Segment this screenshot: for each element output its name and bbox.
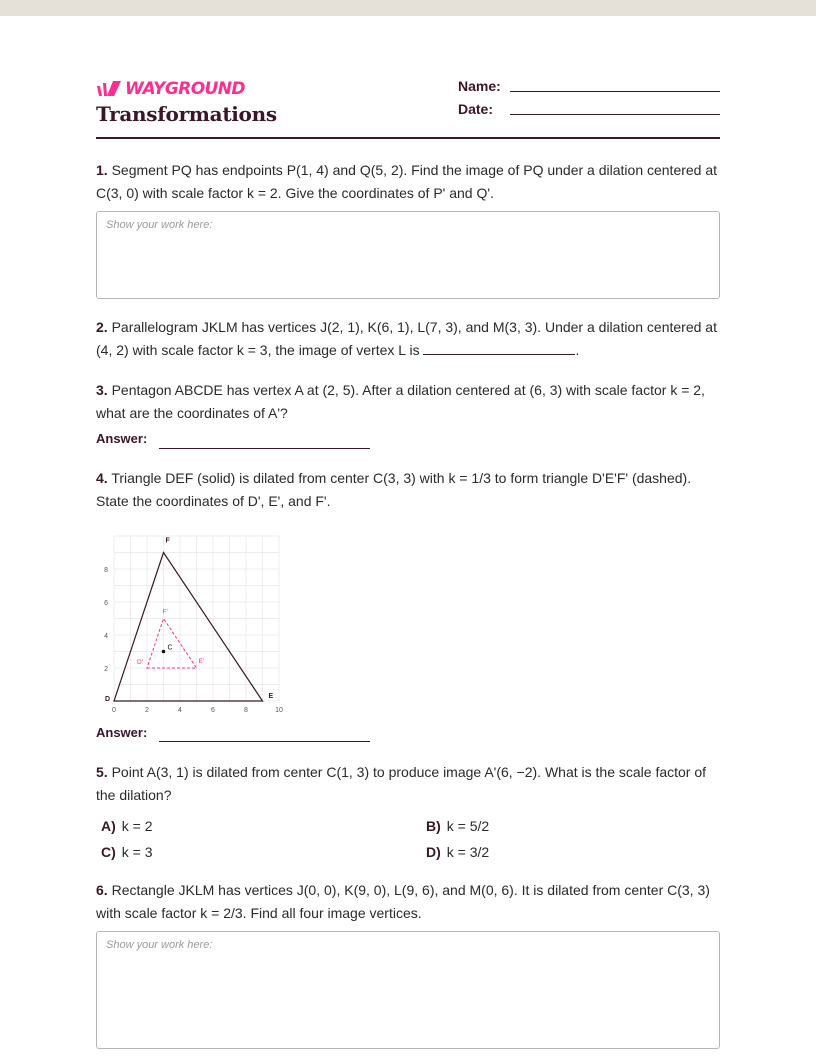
choice-text: k = 5/2 <box>446 818 490 834</box>
work-area-1[interactable] <box>96 211 720 299</box>
x-tick-label: 4 <box>178 707 182 714</box>
work-placeholder: Show your work here: <box>106 939 213 951</box>
choice-d[interactable] <box>426 844 489 860</box>
y-tick-label: 4 <box>104 633 108 640</box>
fill-in-blank[interactable] <box>423 340 575 355</box>
question-3 <box>96 379 724 424</box>
question-text: Triangle DEF (solid) is dilated from center C(3, 3) with k = 1/3 to form triangle D'E'F' (dashed). State the coordinates of D', E', and F'. <box>96 470 692 509</box>
choice-c[interactable] <box>101 844 153 860</box>
brand-logo <box>96 78 245 100</box>
choice-letter: B) <box>426 818 441 834</box>
page-title: Transformations <box>96 102 277 126</box>
center-point <box>162 650 166 654</box>
question-2 <box>96 316 724 361</box>
question-text: Pentagon ABCDE has vertex A at (2, 5). After a dilation centered at (6, 3) with scale factor k = 2, what are the coordinates of A'? <box>96 382 705 421</box>
x-tick-label: 0 <box>112 707 116 714</box>
vertex-label: E <box>268 693 274 700</box>
choice-text: k = 3/2 <box>446 844 490 860</box>
question-text: Rectangle JKLM has vertices J(0, 0), K(9, 0), L(9, 6), and M(0, 6). It is dilated from center C(3, 3) with scale factor k = 2/3. Find all four image vertices. <box>96 882 710 921</box>
question-text: Segment PQ has endpoints P(1, 4) and Q(5, 2). Find the image of PQ under a dilation centered at C(3, 0) with scale factor k = 2. Give the coordinates of P' and Q'. <box>96 162 718 201</box>
wayground-logo-icon <box>96 80 122 98</box>
triangle-def <box>114 553 263 702</box>
vertex-label: F <box>165 537 170 545</box>
header-divider <box>96 137 720 139</box>
x-tick-label: 2 <box>145 707 149 714</box>
x-tick-label: 8 <box>244 707 248 714</box>
triangle-def-image <box>147 619 197 669</box>
date-field[interactable] <box>510 114 720 115</box>
choice-letter: C) <box>101 844 116 860</box>
x-tick-label: 6 <box>211 707 215 714</box>
vertex-label: D <box>105 696 111 703</box>
image-vertex-label: F' <box>162 608 168 616</box>
question-number: 6. <box>96 882 108 898</box>
work-area-6[interactable] <box>96 931 720 1049</box>
question-number: 4. <box>96 470 108 486</box>
question-number: 3. <box>96 382 108 398</box>
question-number: 5. <box>96 764 108 780</box>
y-tick-label: 2 <box>104 666 108 673</box>
y-tick-label: 8 <box>104 567 108 574</box>
center-label: C <box>167 644 173 652</box>
choice-text: k = 2 <box>121 818 153 834</box>
question-text: Parallelogram JKLM has vertices J(2, 1), K(6, 1), L(7, 3), and M(3, 3). Under a dilation centered at (4, 2) with scale factor k = 3, the image of vertex L is <box>96 319 717 358</box>
choice-letter: A) <box>101 818 116 834</box>
question-text-end: . <box>575 341 580 358</box>
name-field[interactable] <box>510 91 720 92</box>
question-number: 2. <box>96 319 108 335</box>
question-6 <box>96 879 724 924</box>
choice-a[interactable] <box>101 818 153 834</box>
top-bar <box>0 0 816 16</box>
question-5 <box>96 761 724 806</box>
date-label: Date: <box>458 101 494 117</box>
dilation-graph <box>96 530 296 716</box>
question-number: 1. <box>96 162 108 178</box>
choice-letter: D) <box>426 844 441 860</box>
choice-text: k = 3 <box>121 844 153 860</box>
question-1 <box>96 159 724 204</box>
answer-label: Answer: <box>96 431 148 446</box>
work-placeholder: Show your work here: <box>106 219 213 231</box>
image-vertex-label: E' <box>198 658 205 665</box>
name-label: Name: <box>458 78 501 94</box>
answer-field-3[interactable] <box>159 448 370 449</box>
y-tick-label: 6 <box>104 600 108 607</box>
question-text: Point A(3, 1) is dilated from center C(1, 3) to produce image A'(6, −2). What is the scale factor of the dilation? <box>96 764 707 803</box>
x-tick-label: 10 <box>275 707 283 714</box>
answer-field-4[interactable] <box>159 741 370 742</box>
choice-b[interactable] <box>426 818 489 834</box>
brand-name: WAYGROUND <box>125 79 245 99</box>
question-4 <box>96 467 724 512</box>
image-vertex-label: D' <box>137 659 143 666</box>
answer-label: Answer: <box>96 725 148 740</box>
